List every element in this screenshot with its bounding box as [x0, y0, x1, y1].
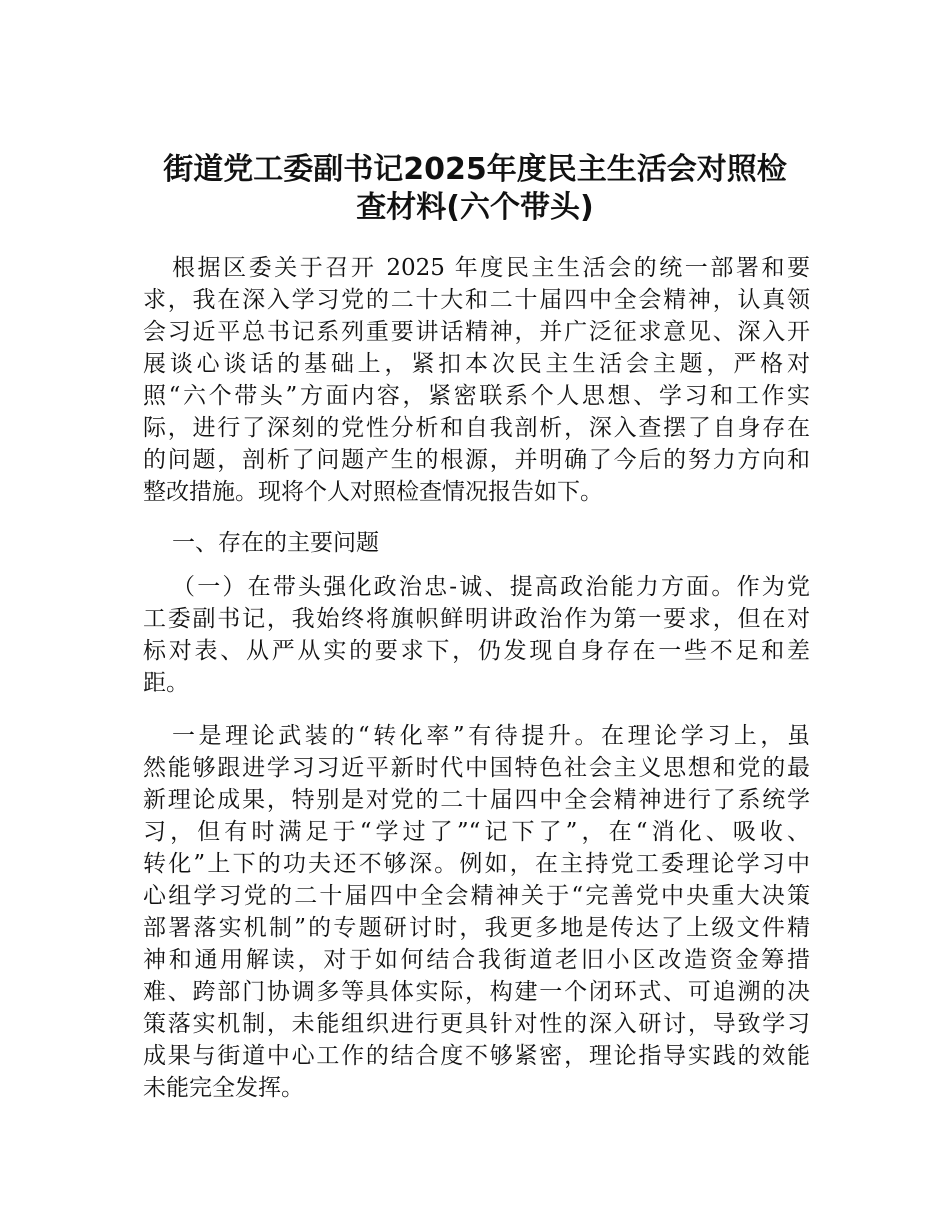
point-paragraph-line: 未能完全发挥。 — [143, 1075, 304, 1101]
section-heading-line: 一、存在的主要问题 — [172, 530, 379, 556]
intro-paragraph-line: 照“六个带头”方面内容，紧密联系个人思想、学习和工作实 — [143, 383, 810, 409]
intro-paragraph-line: 会习近平总书记系列重要讲话精神，并广泛征求意见、深入开 — [143, 319, 810, 345]
subsection-paragraph-line: 工委副书记，我始终将旗帜鲜明讲政治作为第一要求，但在对 — [143, 606, 810, 632]
point-paragraph-line: 策落实机制，未能组织进行更具针对性的深入研讨，导致学习 — [143, 1011, 810, 1037]
point-paragraph-line: 一是理论武装的“转化率”有待提升。在理论学习上，虽 — [172, 723, 810, 749]
point-paragraph-line: 成果与街道中心工作的结合度不够紧密，理论指导实践的效能 — [143, 1043, 810, 1069]
subsection-paragraph-line: （一）在带头强化政治忠-诚、提高政治能力方面。作为党 — [172, 574, 810, 600]
subsection-paragraph-line: 距。 — [143, 670, 189, 696]
point-paragraph-line: 习，但有时满足于“学过了”“记下了”，在“消化、吸收、 — [143, 819, 810, 845]
intro-paragraph-line: 根据区委关于召开 2025 年度民主生活会的统一部署和要 — [172, 255, 810, 281]
point-paragraph-line: 然能够跟进学习习近平新时代中国特色社会主义思想和党的最 — [143, 755, 810, 781]
document-title-line-2: 查材料(六个带头) — [356, 190, 594, 225]
subsection-paragraph-line: 标对表、从严从实的要求下，仍发现自身存在一些不足和差 — [143, 638, 810, 664]
intro-paragraph-line: 际，进行了深刻的党性分析和自我剖析，深入查摆了自身存在 — [143, 415, 810, 441]
intro-paragraph-line: 整改措施。现将个人对照检查情况报告如下。 — [143, 479, 603, 505]
point-paragraph-line: 难、跨部门协调多等具体实际，构建一个闭环式、可追溯的决 — [143, 979, 810, 1005]
point-paragraph-line: 新理论成果，特别是对党的二十届四中全会精神进行了系统学 — [143, 787, 810, 813]
document-title-line-1: 街道党工委副书记2025年度民主生活会对照检 — [163, 152, 787, 187]
intro-paragraph-line: 的问题，剖析了问题产生的根源，并明确了今后的努力方向和 — [143, 447, 810, 473]
intro-paragraph-line: 求，我在深入学习党的二十大和二十届四中全会精神，认真领 — [143, 287, 810, 313]
point-paragraph-line: 转化”上下的功夫还不够深。例如，在主持党工委理论学习中 — [143, 851, 810, 877]
point-paragraph-line: 神和通用解读，对于如何结合我街道老旧小区改造资金筹措 — [143, 947, 810, 973]
intro-paragraph-line: 展谈心谈话的基础上，紧扣本次民主生活会主题，严格对 — [143, 351, 810, 377]
point-paragraph-line: 部署落实机制”的专题研讨时，我更多地是传达了上级文件精 — [143, 915, 810, 941]
point-paragraph-line: 心组学习党的二十届四中全会精神关于“完善党中央重大决策 — [143, 883, 810, 909]
